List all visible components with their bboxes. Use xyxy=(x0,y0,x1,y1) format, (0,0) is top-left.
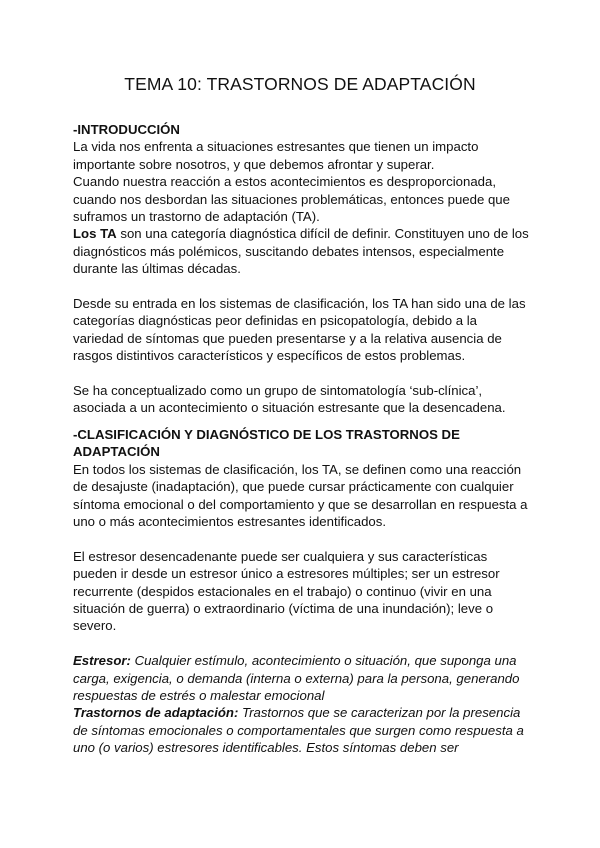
text-line: respuestas de estrés o malestar emocional xyxy=(73,687,325,703)
bold-term-estresor: Estresor: xyxy=(73,653,131,669)
definition-trastornos: Trastornos de adaptación: Trastornos que se caracterizan por la presencia xyxy=(73,705,521,721)
text-line: uno (o varios) estresores identificables. Estos síntomas deben ser xyxy=(73,740,459,756)
text-line: carga, exigencia, o demanda (interna o externa) para la persona, generando xyxy=(73,670,520,686)
text-line: de síntomas emocionales o comportamentales que surgen como respuesta a xyxy=(73,722,524,738)
text-line: cuando nos desbordan las situaciones problemáticas, entonces puede que xyxy=(73,191,510,207)
document-body xyxy=(73,121,535,757)
text-line: pueden ir desde un estresor único a estresores múltiples; ser un estresor xyxy=(73,566,500,582)
text-line: Los TA son una categoría diagnóstica difícil de definir. Constituyen uno de los xyxy=(73,226,529,242)
text-line: variedad de síntomas que pueden presentarse y a la relativa ausencia de xyxy=(73,330,502,346)
text-line: diagnósticos más polémicos, suscitando debates intensos, especialmente xyxy=(73,243,505,259)
text-line: suframos un trastorno de adaptación (TA). xyxy=(73,209,320,225)
text-line: categorías diagnósticas peor definidas en psicopatología, debido a la xyxy=(73,313,477,329)
text-line: Se ha conceptualizado como un grupo de sintomatología ‘sub-clínica’, xyxy=(73,383,483,399)
text-line: Desde su entrada en los sistemas de clasificación, los TA han sido una de las xyxy=(73,296,526,312)
text-line: En todos los sistemas de clasificación, los TA, se definen como una reacción xyxy=(73,461,522,477)
text-line: severo. xyxy=(73,618,117,634)
text-line: durante las últimas décadas. xyxy=(73,261,241,277)
page-title: TEMA 10: TRASTORNOS DE ADAPTACIÓN xyxy=(124,74,476,94)
bold-term-ta: Los TA xyxy=(73,226,117,242)
text-line: Cuando nuestra reacción a estos acontecimientos es desproporcionada, xyxy=(73,174,496,190)
text-line: La vida nos enfrenta a situaciones estresantes que tienen un impacto xyxy=(73,139,479,155)
text-line: importante sobre nosotros, y que debemos afrontar y superar. xyxy=(73,156,435,172)
bold-term-trastornos: Trastornos de adaptación: xyxy=(73,705,239,721)
text-line: uno o más acontecimientos estresantes identificados. xyxy=(73,513,387,529)
text-line: situación de guerra) o extraordinario (víctima de una inundación); leve o xyxy=(73,600,494,616)
text-line: asociada a un acontecimiento o situación estresante que la desencadena. xyxy=(73,400,506,416)
section-heading-clasificacion-cont: ADAPTACIÓN xyxy=(73,444,160,460)
text-line: de desajuste (inadaptación), que puede cursar prácticamente con cualquier xyxy=(73,479,514,495)
definition-estresor: Estresor: Cualquier estímulo, acontecimiento o situación, que suponga una xyxy=(73,653,517,669)
section-heading-introduccion: -INTRODUCCIÓN xyxy=(73,122,180,137)
text-line: rasgos distintivos característicos y específicos de estos problemas. xyxy=(73,348,466,364)
text-line: síntoma emocional o del comportamiento y que se desarrollan en respuesta a xyxy=(73,496,528,512)
text-line: recurrente (despidos estacionales en el trabajo) o continuo (vivir en una xyxy=(73,583,492,599)
text-line: El estresor desencadenante puede ser cualquiera y sus características xyxy=(73,548,488,564)
section-heading-clasificacion: -CLASIFICACIÓN Y DIAGNÓSTICO DE LOS TRASTORNOS DE xyxy=(73,426,460,442)
